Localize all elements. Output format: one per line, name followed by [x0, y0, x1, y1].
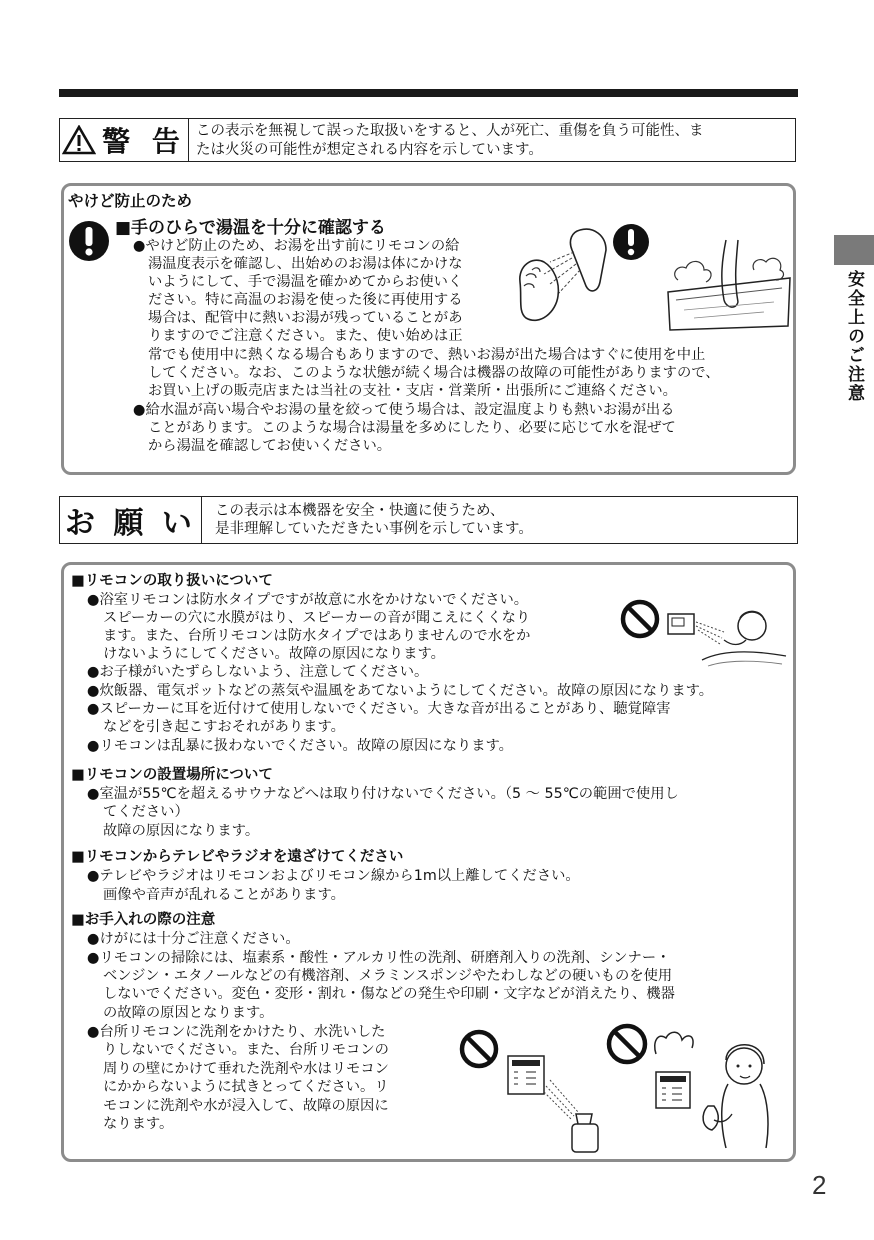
section-heading-handling: ■リモコンの取り扱いについて: [71, 573, 273, 589]
list-item: けないようにしてください。故障の原因になります。: [103, 646, 445, 662]
burn-line: いようにして、手で湯温を確かめてからお使いく: [148, 274, 463, 290]
list-item: 故障の原因になります。: [103, 823, 260, 839]
list-item: などを引き起こすおそれがあります。: [103, 719, 345, 735]
spray-on-remote-illustration: [500, 1050, 612, 1154]
burn-heading: ■手のひらで湯温を十分に確認する: [115, 218, 386, 238]
hand-in-bathtub-illustration: [664, 230, 794, 335]
request-label: お 願 い: [60, 497, 202, 543]
splashing-remote-illustration: [662, 600, 790, 670]
list-item: ●お子様がいたずらしないよう、注意してください。: [87, 664, 429, 680]
list-item: てください）: [103, 804, 189, 820]
list-item: ます。また、台所リモコンは防水タイプではありませんので水をか: [103, 628, 531, 644]
list-item: ●炊飯器、電気ポットなどの蒸気や温風をあてないようにしてください。故障の原因になります。: [87, 683, 714, 699]
list-item: りしないでください。また、台所リモコンの: [103, 1042, 389, 1058]
burn-box-title: やけど防止のため: [68, 192, 193, 210]
request-description: この表示は本機器を安全・快適に使うため、 是非理解していただきたい事例を示しています。: [215, 503, 533, 537]
prohibition-icon: [605, 1022, 649, 1066]
list-item: ●台所リモコンに洗剤をかけたり、水洗いした: [87, 1024, 386, 1040]
list-item: 周りの壁にかけて垂れた洗剤や水はリモコン: [103, 1061, 389, 1077]
list-item: の故障の原因となります。: [103, 1005, 274, 1021]
page-number: 2: [812, 1170, 827, 1200]
burn-line: 場合は、配管中に熱いお湯が残っていることがあ: [148, 310, 463, 326]
burn-line: から湯温を確認してお使いください。: [148, 438, 392, 454]
list-item: 画像や音声が乱れることがあります。: [103, 887, 345, 903]
prohibition-icon: [619, 598, 661, 640]
warning-box: [59, 118, 796, 162]
warning-description: この表示を無視して誤った取扱いをすると、人が死亡、重傷を負う可能性、ま たは火災の可能性が想定される内容を示しています。: [196, 123, 704, 158]
wiping-woman-illustration: [648, 1024, 774, 1152]
list-item: ●けがには十分ご注意ください。: [87, 931, 300, 947]
burn-line: ださい。特に高温のお湯を使った後に再使用する: [148, 292, 463, 308]
section-heading-cleaning: ■お手入れの際の注意: [71, 912, 216, 928]
section-heading-location: ■リモコンの設置場所について: [71, 767, 273, 783]
burn-line: ●給水温が高い場合やお湯の量を絞って使う場合は、設定温度よりも熱いお湯が出る: [133, 402, 675, 418]
list-item: なります。: [103, 1116, 174, 1132]
warning-label-text: 警 告: [102, 125, 186, 158]
list-item: にかからないように拭きとってください。リ: [103, 1079, 389, 1095]
list-item: スピーカーの穴に水膜がはり、スピーカーの音が聞こえにくくなり: [103, 610, 531, 626]
request-box: [59, 496, 798, 544]
prohibition-icon: [458, 1028, 500, 1070]
mandatory-caution-icon: [612, 223, 650, 261]
top-rule: [59, 89, 798, 97]
section-heading-tv-radio: ■リモコンからテレビやラジオを遠ざけてください: [71, 849, 404, 865]
section-side-title: 安全上のご注意: [844, 270, 864, 403]
list-item: ●リモコンは乱暴に扱わないでください。故障の原因になります。: [87, 738, 513, 754]
burn-line: 湯温度表示を確認し、出始めのお湯は体にかけな: [148, 256, 463, 272]
list-item: ●スピーカーに耳を近付けて使用しないでください。大きな音が出ることがあり、聴覚障害: [87, 701, 671, 717]
burn-line: りますのでご注意ください。また、使い始めは正: [148, 328, 463, 344]
list-item: ●テレビやラジオはリモコンおよびリモコン線から1m以上離してください。: [87, 868, 580, 884]
burn-line: ことがあります。このような場合は湯量を多めにしたり、必要に応じて水を混ぜて: [148, 420, 676, 436]
list-item: しないでください。変色・変形・割れ・傷などの発生や印刷・文字などが消えたり、機器: [103, 986, 675, 1002]
section-tab-marker: [834, 235, 874, 265]
mandatory-caution-icon: [67, 219, 111, 263]
list-item: ●リモコンの掃除には、塩素系・酸性・アルカリ性の洗剤、研磨剤入りの洗剤、シンナー・: [87, 950, 671, 966]
burn-line: ●やけど防止のため、お湯を出す前にリモコンの給: [133, 238, 460, 254]
hand-under-shower-illustration: [510, 222, 620, 330]
warning-label: [60, 119, 189, 161]
list-item: ●室温が55℃を超えるサウナなどへは取り付けないでください。（5 ～ 55℃の範囲で使用し: [87, 786, 679, 802]
burn-line: してください。なお、このような状態が続く場合は機器の故障の可能性がありますので、: [148, 365, 720, 381]
burn-line: お買い上げの販売店または当社の支社・支店・営業所・出張所にご連絡ください。: [148, 383, 677, 399]
burn-line: 常でも使用中に熱くなる場合もありますので、熱いお湯が出た場合はすぐに使用を中止: [148, 347, 706, 363]
warning-triangle-icon: [62, 125, 96, 155]
list-item: モコンに洗剤や水が浸入して、故障の原因に: [103, 1098, 389, 1114]
list-item: ベンジン・エタノールなどの有機溶剤、メラミンスポンジやたわしなどの硬いものを使用: [103, 968, 673, 984]
list-item: ●浴室リモコンは防水タイプですが故意に水をかけないでください。: [87, 592, 529, 608]
